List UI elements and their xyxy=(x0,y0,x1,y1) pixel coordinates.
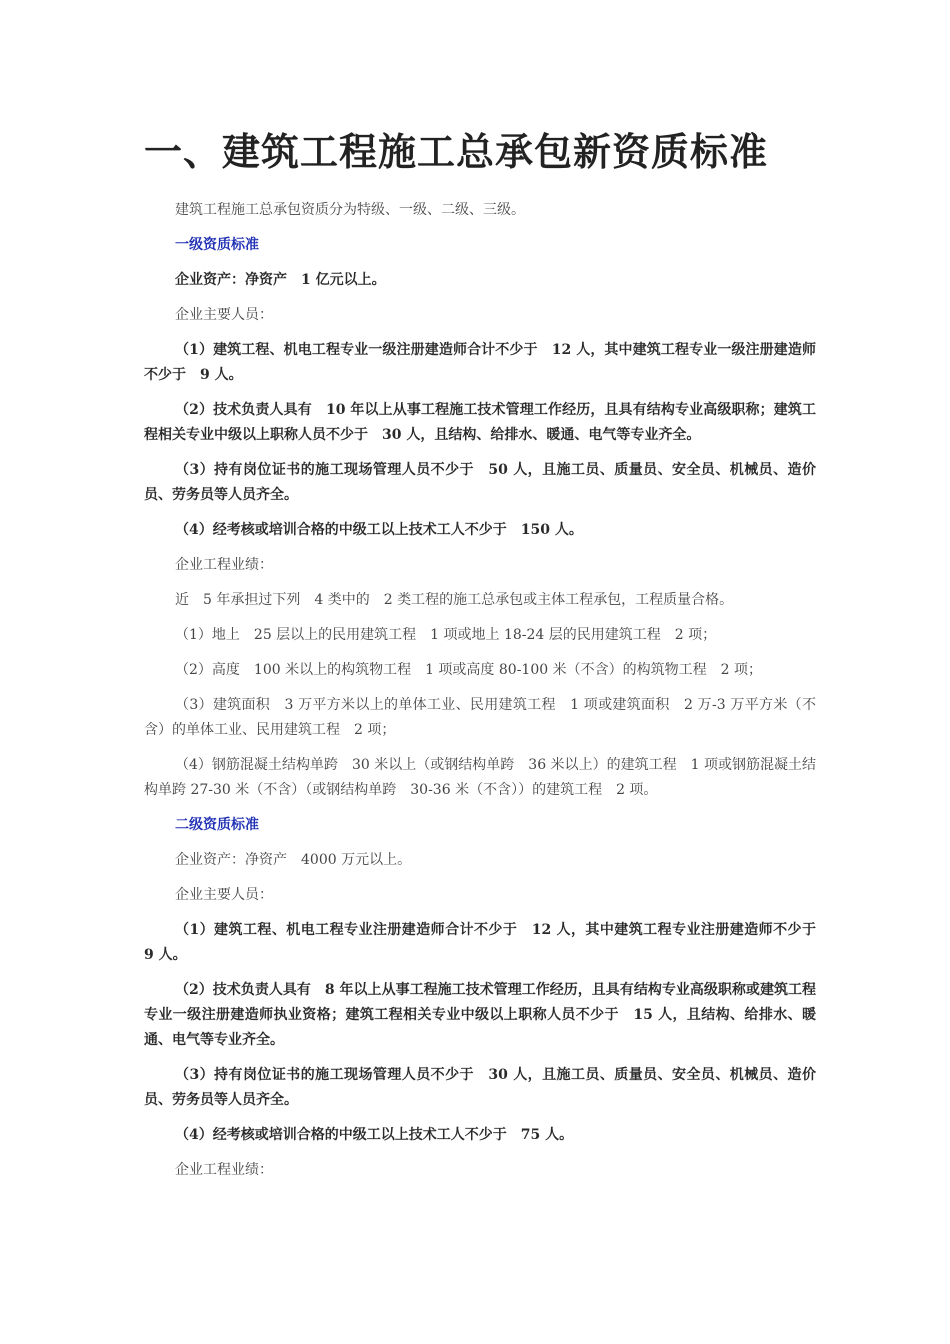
performance-item-2: （2）高度 100 米以上的构筑物工程 1 项或高度 80-100 米（不含）的构筑物工程 2 项； xyxy=(175,662,762,678)
document-body xyxy=(144,128,830,1193)
assets-level-1: 企业资产：净资产 1 亿元以上。 xyxy=(175,272,386,288)
personnel-item-4: （4）经考核或培训合格的中级工以上技术工人不少于 150 人。 xyxy=(175,522,583,538)
personnel-item-3: （3）持有岗位证书的施工现场管理人员不少于 30 人，且施工员、质量员、安全员、机械员、造价员、劳务员等人员齐全。 xyxy=(144,1067,816,1108)
personnel-item-4: （4）经考核或培训合格的中级工以上技术工人不少于 75 人。 xyxy=(175,1127,574,1143)
personnel-item-1: （1）建筑工程、机电工程专业一级注册建造师合计不少于 12 人，其中建筑工程专业一级注册建造师不少于 9 人。 xyxy=(144,342,816,383)
intro-paragraph: 建筑工程施工总承包资质分为特级、一级、二级、三级。 xyxy=(175,202,525,218)
personnel-item-3: （3）持有岗位证书的施工现场管理人员不少于 50 人，且施工员、质量员、安全员、机械员、造价员、劳务员等人员齐全。 xyxy=(144,462,816,503)
performance-label-2: 企业工程业绩： xyxy=(175,1162,273,1178)
personnel-item-2: （2）技术负责人具有 10 年以上从事工程施工技术管理工作经历，且具有结构专业高级职称；建筑工程相关专业中级以上职称人员不少于 30 人，且结构、给排水、暖通、电气等专业齐全。 xyxy=(144,402,816,443)
personnel-item-1: （1）建筑工程、机电工程专业注册建造师合计不少于 12 人，其中建筑工程专业注册建造师不少于 9 人。 xyxy=(144,922,830,963)
personnel-label-2: 企业主要人员： xyxy=(175,887,273,903)
performance-item-1: （1）地上 25 层以上的民用建筑工程 1 项或地上 18-24 层的民用建筑工程 2 项； xyxy=(175,627,717,643)
personnel-label-1: 企业主要人员： xyxy=(175,307,273,323)
heading-level-1: 一级资质标准 xyxy=(175,237,259,253)
assets-level-2: 企业资产：净资产 4000 万元以上。 xyxy=(175,852,412,868)
performance-intro-1: 近 5 年承担过下列 4 类中的 2 类工程的施工总承包或主体工程承包，工程质量合格。 xyxy=(175,592,734,608)
performance-item-3: （3）建筑面积 3 万平方米以上的单体工业、民用建筑工程 1 项或建筑面积 2 万-3 万平方米（不含）的单体工业、民用建筑工程 2 项； xyxy=(144,697,816,738)
heading-level-2: 二级资质标准 xyxy=(175,817,259,833)
performance-item-4: （4）钢筋混凝土结构单跨 30 米以上（或钢结构单跨 36 米以上）的建筑工程 1 项或钢筋混凝土结构单跨 27-30 米（不含）（或钢结构单跨 30-36 米（不含））的建筑工程 2 项。 xyxy=(144,757,816,798)
performance-label-1: 企业工程业绩： xyxy=(175,557,273,573)
personnel-item-2: （2）技术负责人具有 8 年以上从事工程施工技术管理工作经历，且具有结构专业高级职称或建筑工程专业一级注册建造师执业资格；建筑工程相关专业中级以上职称人员不少于 15 人，且结构、给排水、暖通、电气等专业齐全。 xyxy=(144,982,816,1048)
document-title: 一、建筑工程施工总承包新资质标准 xyxy=(144,130,769,174)
paragraph-list xyxy=(144,198,830,1183)
